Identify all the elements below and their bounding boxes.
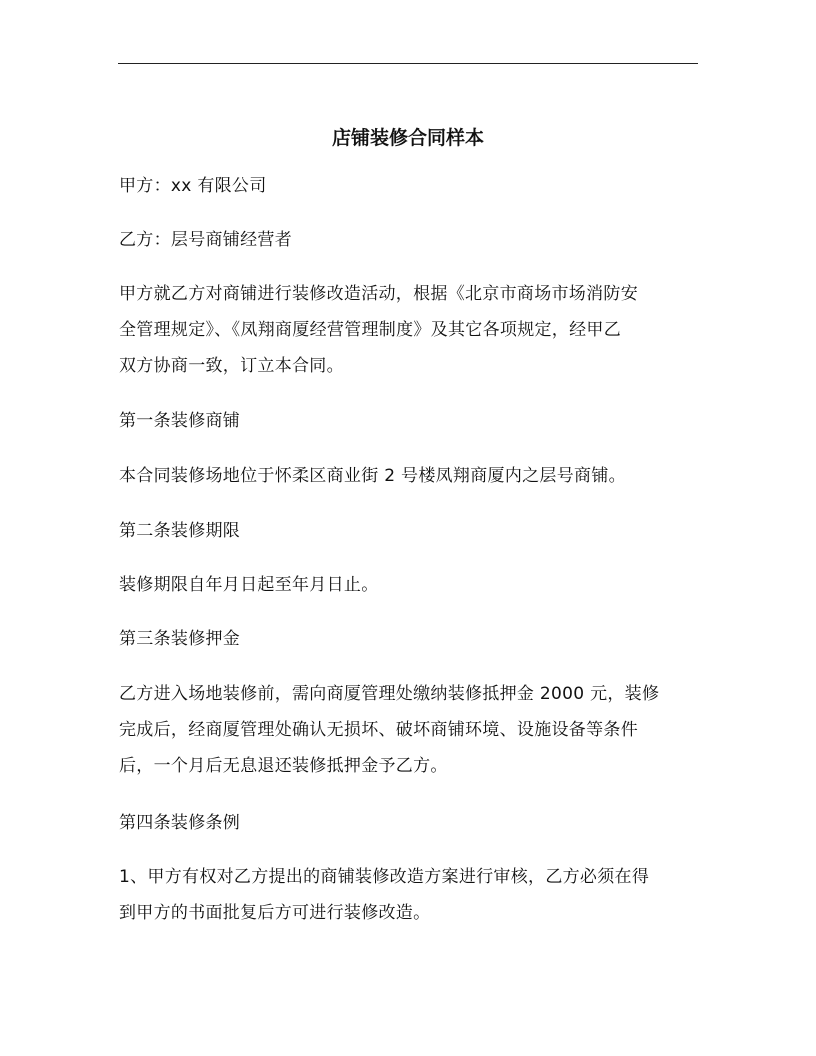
header-rule xyxy=(118,63,698,64)
article3-line: 后，一个月后无息退还装修抵押金予乙方。 xyxy=(119,756,448,776)
preamble-line: 双方协商一致，订立本合同。 xyxy=(119,356,344,376)
article3-line: 乙方进入场地装修前，需向商厦管理处缴纳装修抵押金 2000 元，装修 xyxy=(119,684,660,704)
article4-heading: 第四条装修条例 xyxy=(119,813,241,833)
article4-item1-line: 到甲方的书面批复后方可进行装修改造。 xyxy=(119,903,431,923)
preamble-line: 甲方就乙方对商铺进行装修改造活动，根据《北京市商场市场消防安 xyxy=(119,284,638,304)
document-title: 店铺装修合同样本 xyxy=(331,127,484,149)
preamble-paragraph xyxy=(119,276,689,384)
article3-heading: 第三条装修押金 xyxy=(119,629,241,649)
article3-paragraph xyxy=(119,676,689,784)
article1-body: 本合同装修场地位于怀柔区商业街 2 号楼凤翔商厦内之层号商铺。 xyxy=(119,466,626,486)
article4-item1-paragraph xyxy=(119,859,689,931)
article2-body: 装修期限自年月日起至年月日止。 xyxy=(119,575,379,595)
party-a-line: 甲方：xx 有限公司 xyxy=(119,176,267,196)
article4-item1-line: 1、甲方有权对乙方提出的商铺装修改造方案进行审核，乙方必须在得 xyxy=(119,867,650,887)
article2-heading: 第二条装修期限 xyxy=(119,521,241,541)
article1-heading: 第一条装修商铺 xyxy=(119,411,241,431)
party-b-line: 乙方：层号商铺经营者 xyxy=(119,230,292,250)
preamble-line: 全管理规定》、《凤翔商厦经营管理制度》及其它各项规定，经甲乙 xyxy=(119,320,621,340)
article3-line: 完成后，经商厦管理处确认无损坏、破坏商铺环境、设施设备等条件 xyxy=(119,720,638,740)
